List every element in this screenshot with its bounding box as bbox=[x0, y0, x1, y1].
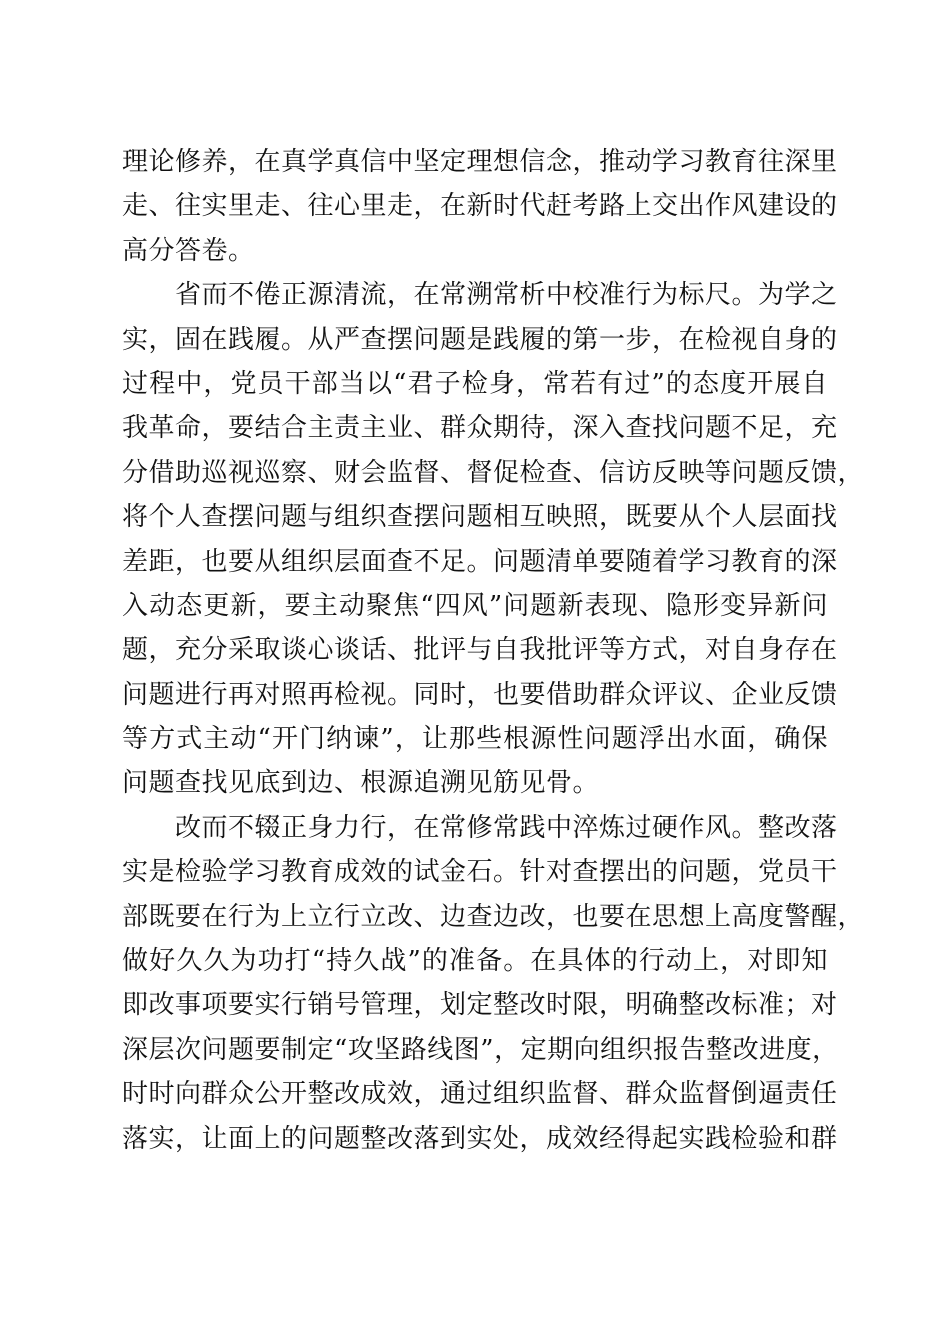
text-line: 等方式主动“开门纳谏”，让那些根源性问题浮出水面，确保 bbox=[122, 724, 828, 755]
text-line: 将个人查摆问题与组织查摆问题相互映照，既要从个人层面找 bbox=[122, 502, 838, 533]
text-line: 我革命，要结合主责主业、群众期待，深入查找问题不足，充 bbox=[122, 413, 838, 444]
text-line: 做好久久为功打“持久战”的准备。在具体的行动上，对即知 bbox=[122, 946, 828, 977]
text-line: 问题进行再对照再检视。同时，也要借助群众评议、企业反馈 bbox=[122, 679, 838, 710]
text-line: 实，固在践履。从严查摆问题是践履的第一步，在检视自身的 bbox=[122, 324, 838, 355]
text-line: 时时向群众公开整改成效，通过组织监督、群众监督倒逼责任 bbox=[122, 1079, 838, 1110]
text-line: 理论修养，在真学真信中坚定理想信念，推动学习教育往深里 bbox=[122, 147, 838, 177]
text-line: 落实，让面上的问题整改落到实处，成效经得起实践检验和群 bbox=[122, 1123, 838, 1154]
paragraph-1 bbox=[122, 140, 838, 273]
text-line: 入动态更新，要主动聚焦“四风”问题新表现、隐形变异新问 bbox=[122, 590, 828, 621]
text-line: 实是检验学习教育成效的试金石。针对查摆出的问题，党员干 bbox=[122, 857, 838, 888]
text-line: 省而不倦正源清流，在常溯常析中校准行为标尺。为学之 bbox=[122, 280, 838, 311]
paragraph-2 bbox=[122, 273, 865, 806]
text-line: 改而不辍正身力行，在常修常践中淬炼过硬作风。整改落 bbox=[122, 812, 838, 843]
text-line: 走、往实里走、往心里走，在新时代赶考路上交出作风建设的 bbox=[122, 191, 838, 222]
text-line: 即改事项要实行销号管理，划定整改时限，明确整改标准；对 bbox=[122, 990, 838, 1021]
text-line: 深层次问题要制定“攻坚路线图”，定期向组织报告整改进度， bbox=[122, 1034, 839, 1065]
text-line: 差距，也要从组织层面查不足。问题清单要随着学习教育的深 bbox=[122, 546, 838, 577]
text-line: 部既要在行为上立行立改、边查边改，也要在思想上高度警醒， bbox=[122, 901, 865, 932]
text-line: 过程中，党员干部当以“君子检身，常若有过”的态度开展自 bbox=[122, 368, 828, 399]
text-line: 题，充分采取谈心谈话、批评与自我批评等方式，对自身存在 bbox=[122, 635, 838, 666]
paragraph-3 bbox=[122, 806, 865, 1161]
text-line: 高分答卷。 bbox=[122, 235, 255, 266]
document-body bbox=[122, 140, 865, 1161]
text-line: 问题查找见底到边、根源追溯见筋见骨。 bbox=[122, 768, 600, 799]
text-line: 分借助巡视巡察、财会监督、督促检查、信访反映等问题反馈， bbox=[122, 457, 865, 488]
